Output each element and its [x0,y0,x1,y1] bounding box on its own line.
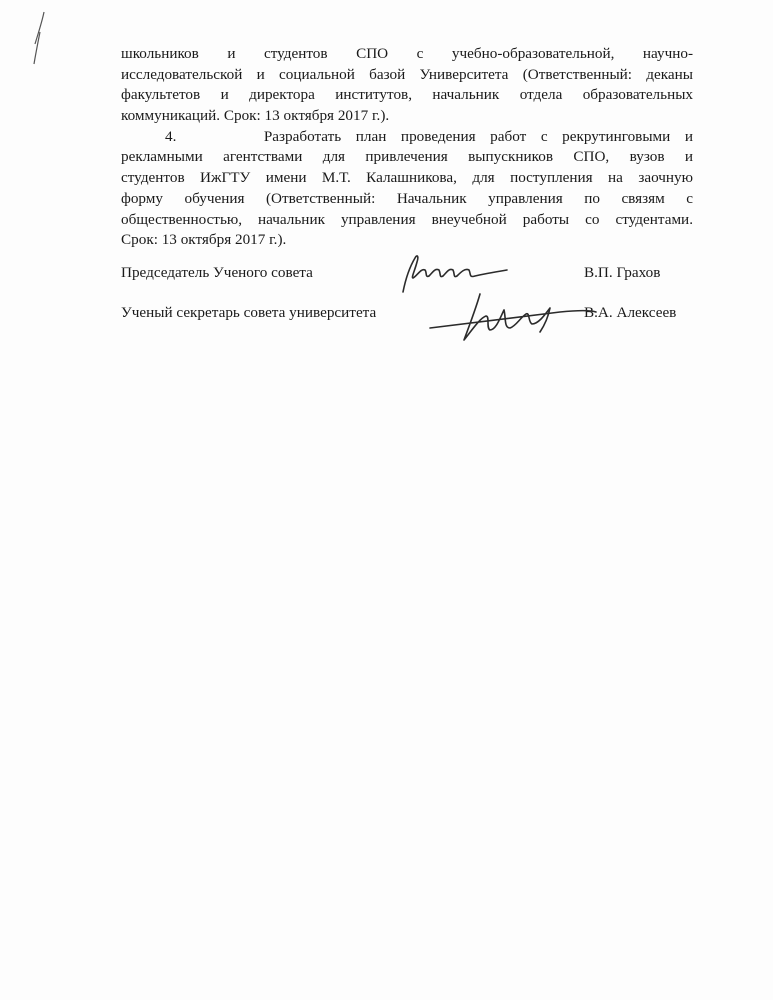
text-line-2: исследовательской и социальной базой Университета (Ответственный: деканы [121,65,693,83]
secretary-signature [420,288,600,348]
text-line-4: коммуникаций. Срок: 13 октября 2017 г.). [121,107,390,125]
document-body [121,44,693,251]
text-line-6: рекламными агентствами для привлечения выпускников СПО, вузов и [121,148,693,166]
text-line-10: Срок: 13 октября 2017 г.). [121,231,287,249]
text-line-1: школьников и студентов СПО с учебно-образовательной, научно- [121,45,693,62]
text-line-3: факультетов и директора институтов, начальник отдела образовательных [121,86,693,104]
secretary-name: В.А. Алексеев [584,304,677,321]
text-line-5: 4. Разработать план проведения работ с рекрутинговыми и [165,127,693,145]
chairman-name: В.П. Грахов [584,264,661,281]
text-line-8: форму обучения (Ответственный: Начальник управления по связям с [121,189,693,207]
text-line-9: общественностью, начальник управления внеучебной работы со студентами. [121,210,693,228]
chairman-title: Председатель Ученого совета [121,264,313,281]
secretary-title: Ученый секретарь совета университета [121,304,377,321]
text-line-7: студентов ИжГТУ имени М.Т. Калашникова, для поступления на заочную [121,169,693,187]
margin-pen-mark [30,10,50,70]
